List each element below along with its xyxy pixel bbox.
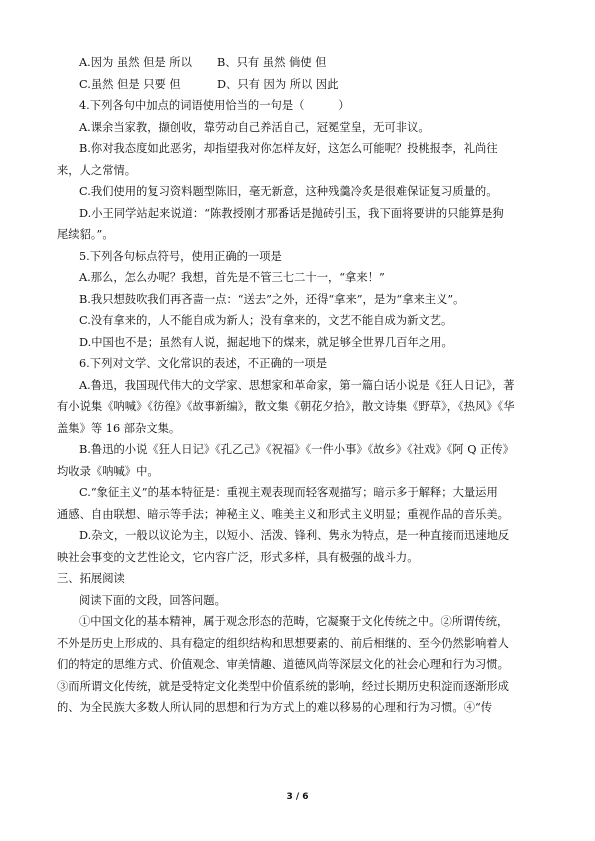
passage-line-5: 的、为全民族大多数人所认同的思想和行为方式上的难以移易的心理和行为习惯。④“传 [57, 701, 493, 714]
q4-option-b-line-1: B.你对我态度如此恶劣，却指望我对你怎样友好，这怎么可能呢？投桃报李，礼尚往 [79, 142, 498, 155]
q5-stem: 5.下列各句标点符号，使用正确的一项是 [79, 249, 282, 263]
section-heading: 三、拓展阅读 [57, 572, 125, 585]
q5-option-a: A.那么，怎么办呢？我想，首先是不管三七二十一，“拿来！” [79, 271, 385, 284]
passage-line-3: 们的特定的思维方式、价值观念、审美情趣、道德风尚等深层文化的社会心理和行为习惯。 [57, 658, 509, 671]
q6-option-a-line-3: 盖集》等 16 部杂文集。 [57, 421, 181, 435]
q6-option-c-line-2: 通感、自由联想、暗示等手法；神秘主义、唯美主义和形式主义明显；重视作品的音乐美。 [57, 507, 509, 521]
q5-option-b: B.我只想鼓吹我们再吝啬一点：“送去”之外，还得“拿来”，是为“拿来主义”。 [79, 292, 465, 306]
q5-option-c: C.没有拿来的，人不能自成为新人；没有拿来的，文艺不能自成为新文艺。 [79, 314, 453, 327]
q4-option-c: C.我们使用的复习资料题型陈旧，毫无新意，这种残羹冷炙是很难保证复习质量的。 [79, 185, 498, 198]
q6-option-d-line-2: 映社会事变的文艺性论文，它内容广泛，形式多样，具有极强的战斗力。 [57, 550, 419, 564]
q6-option-a-line-1: A.鲁迅，我国现代伟大的文学家、思想家和革命家，第一篇白话小说是《狂人日记》，著 [79, 378, 515, 392]
q6-option-b-line-1: B.鲁迅的小说《狂人日记》《孔乙己》《祝福》《一件小事》《故乡》《社戏》《阿 Q 正传》 [79, 443, 515, 456]
q3-option-b: B、只有 虽然 倘使 但 [217, 56, 327, 69]
q3-option-c: C.虽然 但是 只要 但 [79, 77, 181, 91]
q6-option-a-line-2: 有小说集《呐喊》《彷徨》《故事新编》，散文集《朝花夕拾》，散文诗集《野草》，《热风》《华 [57, 400, 515, 413]
page-number: 3 / 6 [286, 792, 309, 802]
q4-option-d-line-2: 尾续貂。”。 [57, 228, 114, 241]
q6-stem: 6.下列对文学、文化常识的表述，不正确的一项是 [79, 357, 328, 370]
passage-line-4: ③而所谓文化传统，就是受特定文化类型中价值系统的影响，经过长期历史积淀而逐渐形成 [57, 679, 509, 693]
q4-option-b-line-2: 来，人之常情。 [57, 163, 137, 177]
passage-line-1: ①中国文化的基本精神，属于观念形态的范畴，它凝聚于文化传统之中。②所谓传统， [79, 615, 509, 628]
passage-line-2: 不外是历史上形成的、具有稳定的组织结构和思想要素的、前后相继的、至今仍然影响着人 [57, 636, 509, 650]
page-content [57, 52, 539, 719]
q3-options-row-2 [57, 74, 539, 96]
reading-instruction: 阅读下面的文段，回答问题。 [79, 593, 226, 607]
q6-option-b-line-2: 均收录《呐喊》中。 [57, 464, 159, 478]
q6-option-d-line-1: D.杂文，一般以议论为主，以短小、活泼、锋利、隽永为特点，是一种直接而迅速地反 [79, 529, 510, 542]
q3-option-d: D、只有 因为 所以 因此 [217, 77, 339, 91]
q3-option-a: A.因为 虽然 但是 所以 [79, 56, 192, 69]
q4-option-a: A.课余当家教，撷创收，靠劳动自己养活自己，冠冕堂皇，无可非议。 [79, 120, 430, 134]
q4-option-d-line-1: D.小王同学站起来说道：“陈教授刚才那番话是抛砖引玉，我下面将要讲的只能算是狗 [79, 206, 504, 220]
q4-stem: 4.下列各句中加点的词语使用恰当的一句是（ ） [79, 99, 350, 112]
q3-options-row-1 [57, 52, 539, 74]
q5-option-d: D.中国也不是；虽然有人说，掘起地下的煤来，就足够全世界几百年之用。 [79, 335, 453, 349]
q6-option-c-line-1: C.“象征主义”的基本特征是：重视主观表现而轻客观描写；暗示多于解释；大量运用 [79, 486, 498, 499]
